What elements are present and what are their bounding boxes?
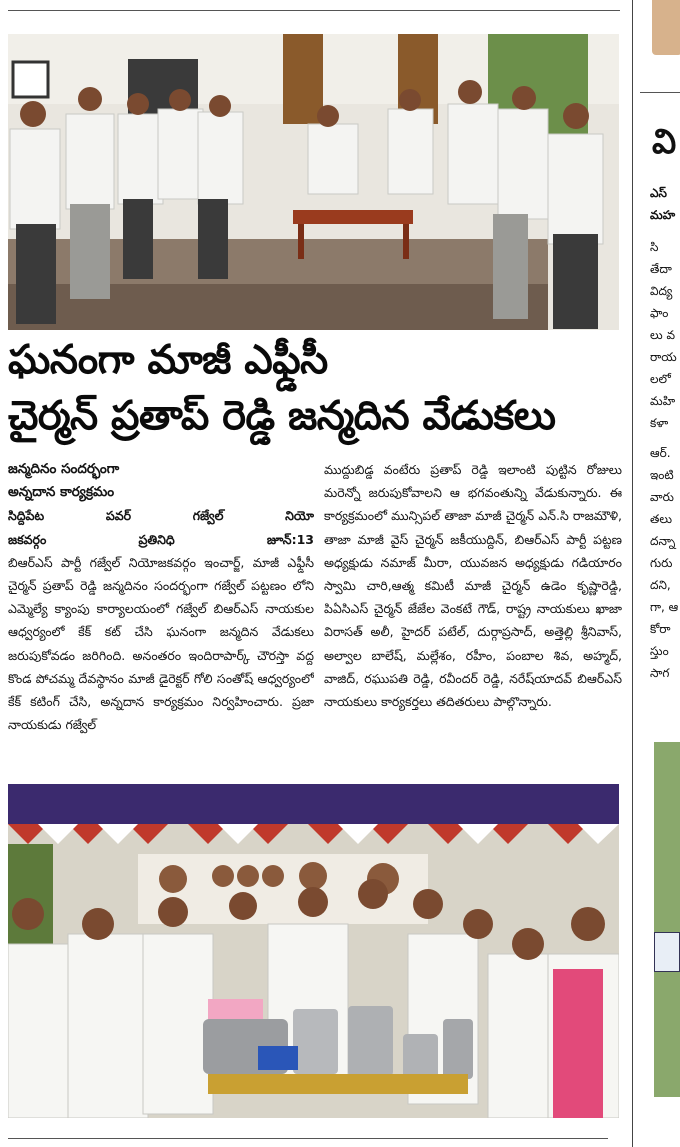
dateline-constituency-b: జకవర్గం bbox=[8, 531, 47, 547]
adjacent-text-line: రాయ bbox=[650, 350, 677, 364]
adjacent-text-line: విద్య bbox=[650, 284, 673, 298]
dateline-reporter: ప్రతినిధి bbox=[138, 531, 175, 547]
dateline-place: సిద్దిపేట bbox=[8, 508, 45, 524]
dateline-2 bbox=[8, 528, 314, 551]
adjacent-story-cropped bbox=[640, 0, 680, 1147]
adjacent-photo-thumb bbox=[652, 0, 680, 55]
headline-line-2: చైర్మన్ ప్రతాప్ రెడ్డి జన్మదిన వేడుకలు bbox=[8, 393, 556, 439]
headline-line-1: ఘనంగా మాజీ ఎఫ్డీసీ bbox=[8, 337, 328, 383]
adjacent-text-line: దన్నా bbox=[650, 534, 676, 548]
article-column-right bbox=[324, 458, 622, 783]
article-column-left bbox=[8, 458, 314, 783]
article-body-left: బిఆర్ఎస్ పార్టీ గజ్వేల్ నియోజకవర్గం ఇంచార్జ్, మాజీ ఎఫ్డీసీ చైర్మన్ ప్రతాప్ రెడ్డి జన్మదినం సందర్భంగా గజ్వేల్ పట్టణం లోని ఎమ్మెల్యే క్యాంపు కార్యాలయంలో గజ్వేల్ బిఆర్ఎస్ నాయకుల ఆధ్వర్యంలో కేక్ కట్ చేసి ఘనంగా జన్మదిన వేడుకలు జరుపుకోవడం జరిగింది. అనంతరం ఇందిరాపార్క్ చౌరస్తా వద్ద కొండ పోచమ్మ దేవస్థానం మాజీ డైరెక్టర్ గోలి సంతోష్ ఆధ్వర్యంలో కేక్ కటింగ్ చేసి, అన్నదాన కార్యక్రమం నిర్వహించారు. ప్రజా నాయకుడు గజ్వేల్ bbox=[8, 554, 314, 733]
adjacent-text-line: లు వ bbox=[650, 328, 676, 342]
subhead-line-1: జన్మదినం సందర్భంగా bbox=[8, 461, 120, 477]
dateline-town: గజ్వేల్ bbox=[192, 508, 224, 524]
adjacent-text-line: తలు bbox=[650, 512, 672, 526]
dateline bbox=[8, 504, 314, 527]
adjacent-text-line: తేదా bbox=[650, 262, 672, 276]
dateline-agency: పవర్ bbox=[105, 508, 132, 524]
adjacent-text-line: వారు bbox=[650, 490, 674, 504]
adjacent-text-line: కోరా bbox=[650, 622, 671, 636]
adjacent-photo bbox=[654, 742, 680, 1097]
adjacent-text-line: గా, ఆ bbox=[650, 600, 679, 614]
top-rule bbox=[8, 10, 620, 11]
adjacent-text-line: మహి bbox=[650, 394, 676, 408]
photo-cake-cutting-veranda bbox=[8, 34, 619, 330]
adjacent-headline-glyph: వి bbox=[652, 122, 677, 162]
dateline-date: జూన్:13 bbox=[266, 531, 314, 547]
bottom-rule bbox=[8, 1138, 608, 1139]
photo-annadanam-tent bbox=[8, 784, 619, 1118]
adjacent-text-line: లలో bbox=[650, 372, 671, 386]
column-rule bbox=[632, 0, 633, 1147]
adjacent-text-line: ఆర్. bbox=[650, 446, 671, 460]
adjacent-text-line: మహ bbox=[650, 208, 676, 222]
subhead-line-2: అన్నదాన కార్యక్రమం bbox=[8, 484, 115, 501]
dateline-constituency-a: నియో bbox=[285, 508, 314, 524]
adjacent-text-line: స్తుం bbox=[650, 644, 669, 658]
adjacent-text-line: ఫాం bbox=[650, 306, 669, 320]
adjacent-text-line: సి bbox=[650, 240, 659, 254]
adjacent-text-line: ఎస్ bbox=[650, 186, 667, 200]
adjacent-text-line: దని, bbox=[650, 578, 671, 592]
article-body-right: ముద్దుబిడ్డ వంటేరు ప్రతాప్ రెడ్డి ఇలాంటి పుట్టిన రోజులు మరెన్నో జరుపుకోవాలని ఆ భగవంతున్ని వేడుకున్నారు. ఈ కార్యక్రమంలో మున్సిపల్ తాజా మాజీ చైర్మన్ ఎన్.సి రాజమౌళి, తాజా మాజీ వైస్ చైర్మన్ జకీయుద్దిన్, బిఆర్ఎస్ పార్టీ పట్టణ అధ్యక్షుడు నమాజ్ మీరా, యువజన అధ్యక్షుడు గడియారం స్వామి చారి,ఆత్మ కమిటీ మాజీ చైర్మన్ ఉడెం కృష్ణారెడ్డి, పిఏసిఎస్ చైర్మన్ జేజేల వెంకటే గౌడ్, రాష్ట్ర నాయకులు ఖాజా విరాసత్ అలీ, హైదర్ పటేల్, దుర్గాప్రసాద్, అత్తెల్లి శ్రీనివాస్, అల్వాల బాలేష్, మల్లేశం, రహీం, పంబాల శివ, అహ్మద్, వాజిద్, రఘుపతి రెడ్డి, రవీందర్ రెడ్డి, నరేష్‌యాదవ్ బిఆర్ఎస్ నాయకులు కార్యకర్తలు తదితరులు పాల్గొన్నారు. bbox=[324, 462, 622, 710]
adjacent-text-line: సాగ bbox=[650, 666, 670, 680]
adjacent-text-line: కళా bbox=[650, 416, 669, 430]
adjacent-rule bbox=[640, 92, 680, 93]
adjacent-text-line: ఇంటి bbox=[650, 468, 674, 482]
adjacent-text-line: గురు bbox=[650, 556, 673, 570]
